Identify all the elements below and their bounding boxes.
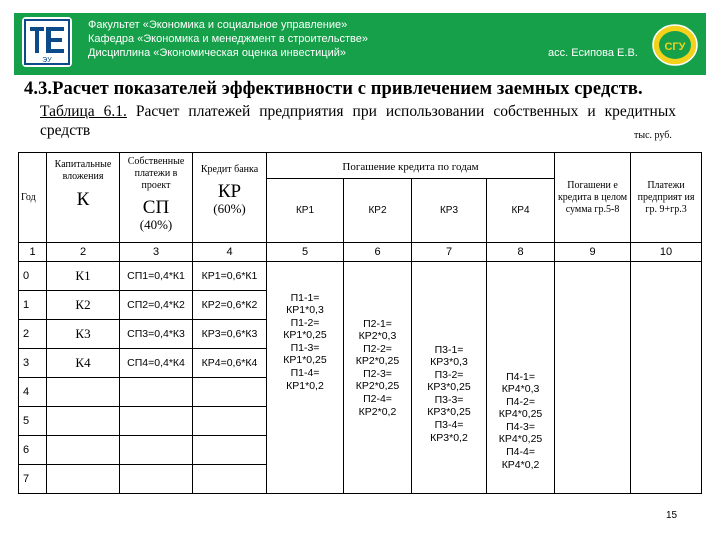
year-cell: 7: [19, 465, 47, 494]
capital-cell: К1: [47, 262, 120, 291]
capital-cell: К4: [47, 349, 120, 378]
own-cell: СП3=0,4*К3: [120, 320, 193, 349]
header-own-payments: Собственные платежи в проект СП (40%): [120, 153, 193, 243]
university-logo: [651, 23, 699, 67]
table-caption: [40, 102, 676, 140]
header-credit: Кредит банка КР (60%): [193, 153, 267, 243]
discipline-name: Дисциплина «Экономическая оценка инвестиций»: [88, 47, 346, 59]
header-capital-symbol: К: [76, 189, 90, 210]
column-number: 2: [47, 243, 120, 262]
table-row: [19, 291, 702, 320]
svg-text:ЭУ: ЭУ: [42, 57, 52, 64]
year-cell: 5: [19, 407, 47, 436]
header-year: Год: [19, 153, 47, 243]
column-number: 5: [267, 243, 344, 262]
own-cell: СП1=0,4*К1: [120, 262, 193, 291]
header-payments: Платежи предприят ия гр. 9+гр.3: [631, 153, 702, 243]
column-number: 7: [412, 243, 487, 262]
kr4-repayment-cell: П4-1= КР4*0,3 П4-2= КР4*0,25 П4-3= КР4*0,25 П4-4= КР4*0,2: [487, 291, 555, 494]
faculty-logo: [22, 17, 72, 67]
column-number: 9: [555, 243, 631, 262]
table-title: Расчет платежей предприятия при использовании собственных и кредитных средств: [40, 103, 676, 139]
header-kr1: КР1: [267, 179, 344, 243]
header-kr2: КР2: [344, 179, 412, 243]
column-numbers-row: [19, 243, 702, 262]
page-number: 15: [666, 510, 678, 521]
header-capital: Капитальные вложения К: [47, 153, 120, 243]
faculty-name: Факультет «Экономика и социальное управление»: [88, 19, 348, 31]
kr1-repayment-cell: П1-1= КР1*0,3 П1-2= КР1*0,25 П1-3= КР1*0,25 П1-4= КР1*0,2: [267, 291, 344, 494]
credit-cell: КР1=0,6*К1: [193, 262, 267, 291]
year-cell: 0: [19, 262, 47, 291]
header-repayment: Погашение кредита по годам: [267, 153, 555, 179]
header-kr3: КР3: [412, 179, 487, 243]
kr2-repayment-cell: П2-1= КР2*0,3 П2-2= КР2*0,25 П2-3= КР2*0,25 П2-4= КР2*0,2: [344, 291, 412, 494]
header-kr4: КР4: [487, 179, 555, 243]
year-cell: 6: [19, 436, 47, 465]
column-number: 6: [344, 243, 412, 262]
capital-cell: К3: [47, 320, 120, 349]
own-cell: СП2=0,4*К2: [120, 291, 193, 320]
header-own-percent: (40%): [139, 217, 173, 232]
column-number: 10: [631, 243, 702, 262]
own-cell: СП4=0,4*К4: [120, 349, 193, 378]
payments-table: [18, 152, 702, 494]
table-number: Таблица 6.1.: [40, 103, 127, 120]
capital-cell: К2: [47, 291, 120, 320]
author-name: асс. Есипова Е.В.: [548, 47, 638, 59]
kr3-repayment-cell: П3-1= КР3*0,3 П3-2= КР3*0,25 П3-3= КР3*0,25 П3-4= КР3*0,2: [412, 291, 487, 494]
table-row: [19, 262, 702, 291]
year-cell: 3: [19, 349, 47, 378]
year-cell: 4: [19, 378, 47, 407]
svg-text:СГУ: СГУ: [664, 41, 686, 53]
section-heading: 4.3.Расчет показателей эффективности с привлечением заемных средств.: [24, 79, 643, 99]
column-number: 4: [193, 243, 267, 262]
credit-cell: КР3=0,6*К3: [193, 320, 267, 349]
header-credit-percent: (60%): [213, 201, 246, 216]
year-cell: 2: [19, 320, 47, 349]
credit-cell: КР4=0,6*К4: [193, 349, 267, 378]
header-credit-symbol: КР: [217, 181, 242, 202]
banner-text: [88, 18, 368, 60]
header-own-symbol: СП: [142, 197, 170, 218]
header-repay-total: Погашени е кредита в целом сумма гр.5-8: [555, 153, 631, 243]
table-units: тыс. руб.: [634, 130, 672, 141]
column-number: 8: [487, 243, 555, 262]
column-number: 3: [120, 243, 193, 262]
department-name: Кафедра «Экономика и менеджмент в строительстве»: [88, 33, 368, 45]
credit-cell: КР2=0,6*К2: [193, 291, 267, 320]
column-number: 1: [19, 243, 47, 262]
year-cell: 1: [19, 291, 47, 320]
